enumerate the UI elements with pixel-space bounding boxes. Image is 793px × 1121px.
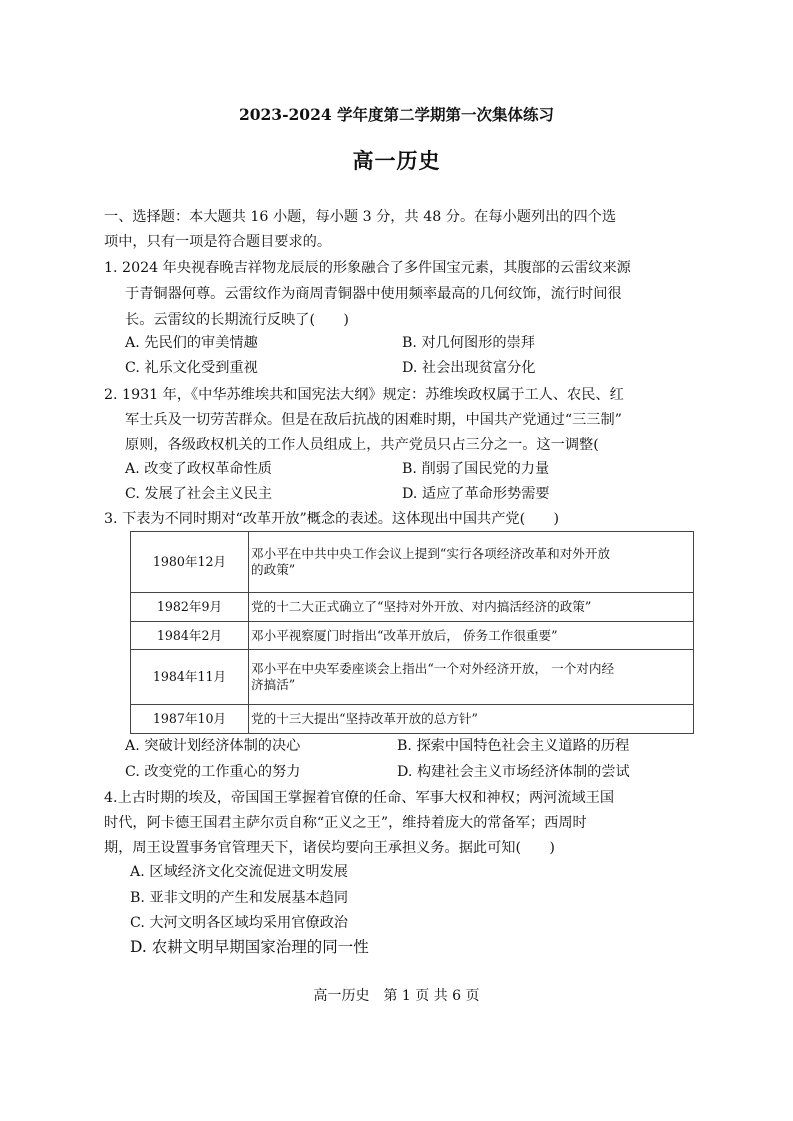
table-date-cell: 1982年9月 [131,593,249,622]
table-row [131,650,694,705]
q3-stem-line: 3. 下表为不同时期对“改革开放”概念的表述。这体现出中国共产党( ) [104,511,560,527]
q3-option-c: C. 改变党的工作重心的努力 [125,764,301,780]
page-footer: 高一历史 第 1 页 共 6 页 [313,988,480,1004]
table-row [131,532,694,593]
q2-option-c: C. 发展了社会主义民主 [125,486,273,502]
q2-stem-line-2: 军士兵及一切劳苦群众。但是在敌后抗战的困难时期，中国共产党通过“三三制” [125,412,622,428]
table-desc-line: 济搞活” [251,677,296,692]
table-row [131,705,694,734]
q4-option-a: A. 区域经济文化交流促进文明发展 [130,864,348,880]
table-desc-line: 邓小平在中央军委座谈会上指出“一个对外经济开放， 一个对内经 [251,661,615,676]
q3-option-b: B. 探索中国特色社会主义道路的历程 [397,738,630,754]
q3-option-a: A. 突破计划经济体制的决心 [125,738,301,754]
table-desc-line: 的政策” [251,562,296,577]
table-date-cell: 1987年10月 [131,705,249,734]
table-date-cell: 1984年2月 [131,622,249,650]
table-desc-line: 邓小平在中共中央工作会议上提到“实行各项经济改革和对外开放 [251,546,611,561]
table-date-cell: 1984年11月 [131,650,249,705]
q4-stem-line-1: 4.上古时期的埃及，帝国国王掌握着官僚的任命、军事大权和神权；两河流域王国 [104,790,615,806]
q3-option-d: D. 构建社会主义市场经济体制的尝试 [397,764,630,780]
table-row [131,593,694,622]
q4-option-b: B. 亚非文明的产生和发展基本趋同 [130,890,349,906]
table-desc-cell: 邓小平视察厦门时指出“改革开放后， 侨务工作很重要” [249,622,694,650]
section-intro-line-2: 项中，只有一项是符合题目要求的。 [104,234,332,250]
q4-stem-line-2: 时代，阿卡德王国君主萨尔贡自称“正义之王”，维持着庞大的常备军；西周时 [104,815,587,831]
q2-option-b: B. 削弱了国民党的力量 [402,461,550,477]
q4-option-d: D. 农耕文明早期国家治理的同一性 [130,938,369,956]
q3-table [130,531,694,734]
q1-stem-line-3: 长。云雷纹的长期流行反映了( ) [125,312,349,328]
q2-option-a: A. 改变了政权革命性质 [125,461,272,477]
q2-stem-line-1: 2. 1931 年，《中华苏维埃共和国宪法大纲》规定：苏维埃政权属于工人、农民、红 [104,387,624,403]
table-desc-cell: 党的十二大正式确立了“坚持对外开放、对内搞活经济的政策” [249,593,694,622]
q4-stem-line-3: 期，周王设置事务官管理天下，诸侯均要向王承担义务。据此可知( ) [104,840,555,856]
table-desc-cell [249,532,694,593]
table-desc-cell [249,650,694,705]
q2-stem-line-3: 原则，各级政权机关的工作人员组成上，共产党员只占三分之一。这一调整( [125,437,599,453]
section-intro-line-1: 一、选择题：本大题共 16 小题，每小题 3 分，共 48 分。在每小题列出的四个选 [104,209,617,225]
q1-option-a: A. 先民们的审美情趣 [125,335,258,351]
table-row [131,622,694,650]
q1-option-d: D. 社会出现贫富分化 [402,360,536,376]
q2-option-d: D. 适应了革命形势需要 [402,486,550,502]
subject-title: 高一历史 [352,148,441,173]
exam-title: 2023-2024 学年度第二学期第一次集体练习 [238,105,555,124]
q1-option-b: B. 对几何图形的崇拜 [402,335,535,351]
q1-option-c: C. 礼乐文化受到重视 [125,360,258,376]
q1-stem-line-1: 1. 2024 年央视春晚吉祥物龙辰辰的形象融合了多件国宝元素，其腹部的云雷纹来源 [104,260,631,276]
table-date-cell: 1980年12月 [131,532,249,593]
q4-option-c: C. 大河文明各区域均采用官僚政治 [130,915,348,931]
table-desc-cell: 党的十三大提出“坚持改革开放的总方针” [249,705,694,734]
q1-stem-line-2: 于青铜器何尊。云雷纹作为商周青铜器中使用频率最高的几何纹饰，流行时间很 [125,286,622,302]
